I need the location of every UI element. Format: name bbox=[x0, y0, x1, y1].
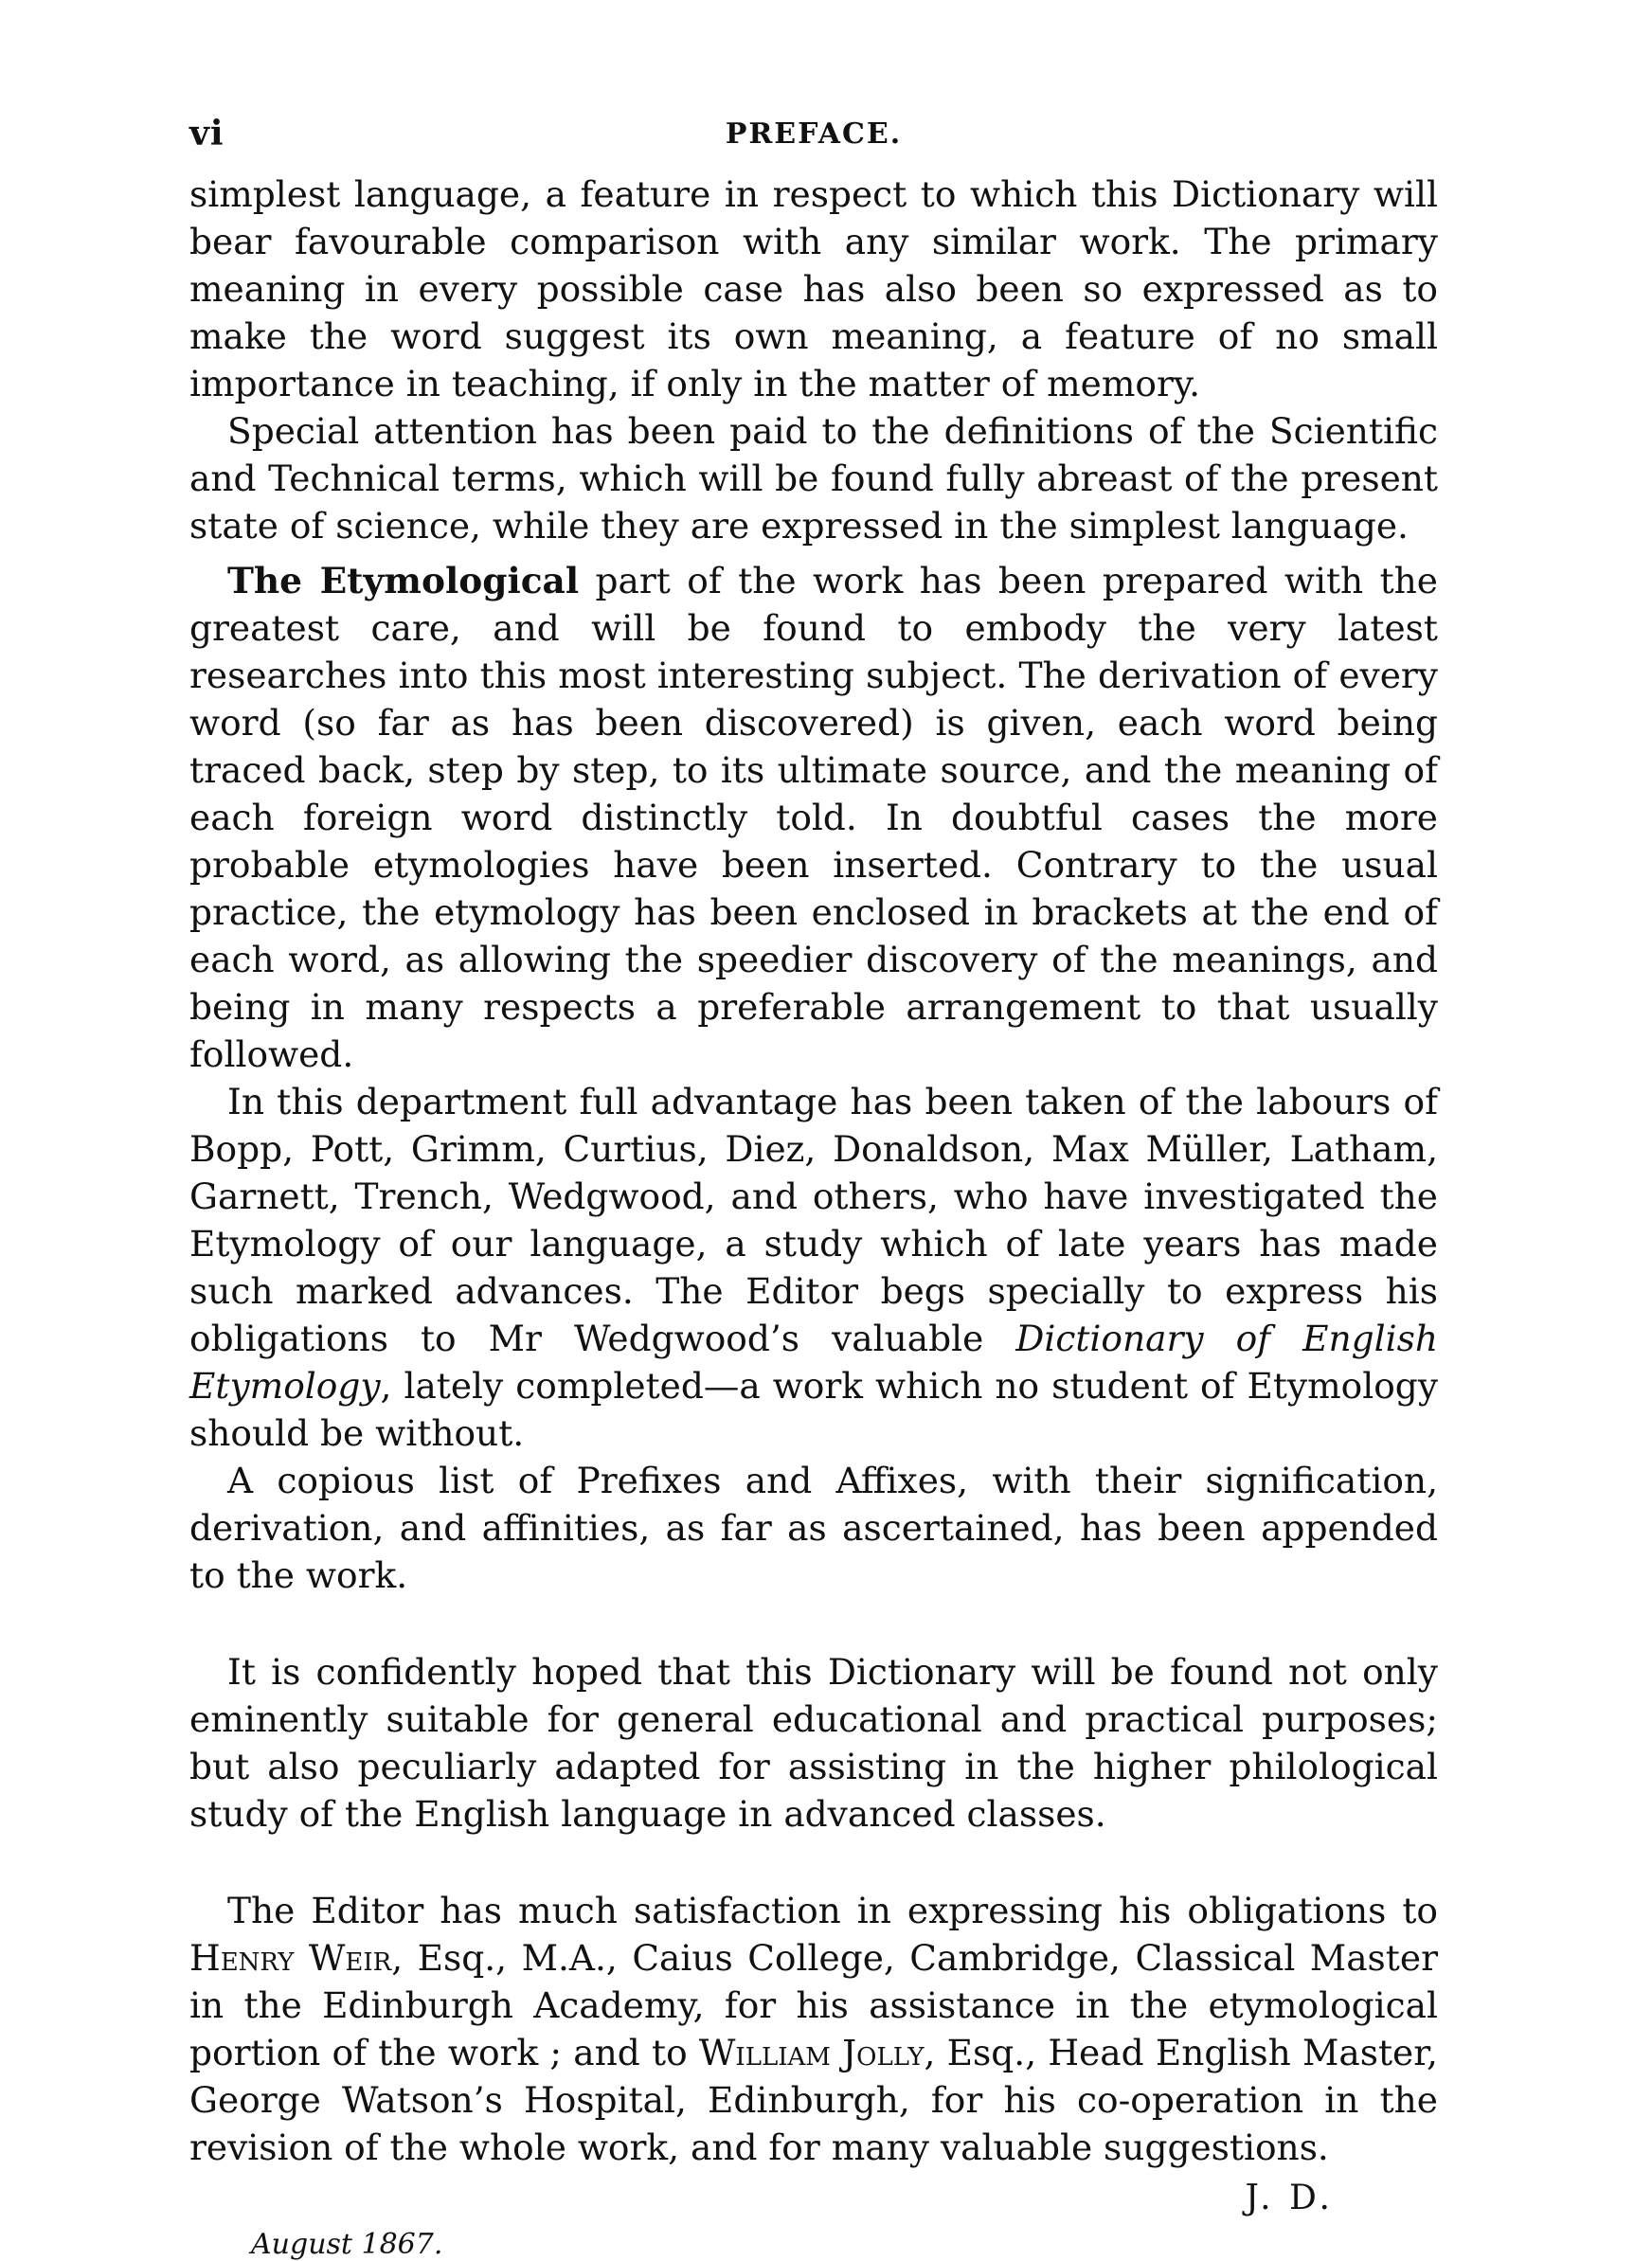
sources-text-a: In this department full advantage has been taken of the labours of Bopp, Pott, Grimm, Curtius, Diez, Donaldson, Max Müller, Latham, Garnett, Trench, Wedgwood, and others, who have investigated the Etymology of our language, a study which of late years has made such marked advances. The Editor begs specially to express his obligations to Mr Wedgwood’s valuable bbox=[189, 1081, 1438, 1359]
document-page bbox=[189, 114, 1438, 2261]
ack-text-a: The Editor has much satisfaction in expressing his obligations to bbox=[227, 1890, 1438, 1931]
paragraph-hope: It is confidently hoped that this Dictionary will be found not only eminently suitable for general educational and practical purposes; but also peculiarly adapted for assisting in the higher philological study of the English language in advanced classes. bbox=[189, 1651, 1438, 1835]
page-number: vi bbox=[189, 114, 224, 153]
section-gap bbox=[189, 1599, 1438, 1648]
signature-block bbox=[189, 2171, 1438, 2228]
person-name-weir: Henry Weir bbox=[189, 1937, 392, 1979]
date-line: August 1867. bbox=[251, 2228, 443, 2261]
sources-text-b: , lately completed—a work which no student of Etymology should be without. bbox=[189, 1365, 1438, 1454]
etymology-text: part of the work has been prepared with the greatest care, and will be found to embody the very latest researches into this most interesting subject. The derivation of every word (so far as has been discovered) is given, each word being traced back, step by step, to its ultimate source, and the meaning of each foreign word distinctly told. In doubtful cases the more probable etymologies have been inserted. Contrary to the usual practice, the etymology has been enclosed in brackets at the end of each word, as allowing the speedier discovery of the meanings, and being in many respects a preferable arrangement to that usually followed. bbox=[189, 560, 1439, 1075]
paragraph-sources bbox=[189, 1078, 1438, 1457]
paragraph-scientific-terms: Special attention has been paid to the definitions of the Scientific and Technical terms, which will be found fully abreast of the present state of science, while they are expressed in the simplest language. bbox=[189, 410, 1438, 547]
running-title: PREFACE. bbox=[725, 117, 903, 151]
etymology-heading: The Etymological bbox=[227, 560, 580, 601]
paragraph-continuation: simplest language, a feature in respect to which this Dictionary will bear favourable comparison with any similar work. The primary meaning in every possible case has also been so expressed as to make the word suggest its own meaning, a feature of no small importance in teaching, if only in the matter of memory. bbox=[189, 173, 1438, 404]
paragraph-acknowledgements bbox=[189, 1887, 1438, 2171]
signature-initials: J. D. bbox=[1245, 2179, 1334, 2217]
ack-text-c: , Esq., Head English Master, George Watson’s Hospital, Edinburgh, for his co-operation in the revision of the whole work, and for many valuable suggestions. bbox=[189, 2032, 1438, 2168]
paragraph-etymology bbox=[189, 557, 1438, 1078]
book-title: Dictionary of English Etymology bbox=[189, 1318, 1438, 1407]
section-gap bbox=[189, 1838, 1438, 1887]
running-head bbox=[189, 114, 1438, 170]
person-name-jolly: William Jolly bbox=[698, 2032, 925, 2073]
paragraph-prefixes: A copious list of Prefixes and Affixes, with their signification, derivation, and affinities, as far as ascertained, has been appended to the work. bbox=[189, 1460, 1438, 1596]
ack-text-b: , Esq., M.A., Caius College, Cambridge, Classical Master in the Edinburgh Academy, for his assistance in the etymological portion of the work ; and to bbox=[189, 1937, 1438, 2073]
